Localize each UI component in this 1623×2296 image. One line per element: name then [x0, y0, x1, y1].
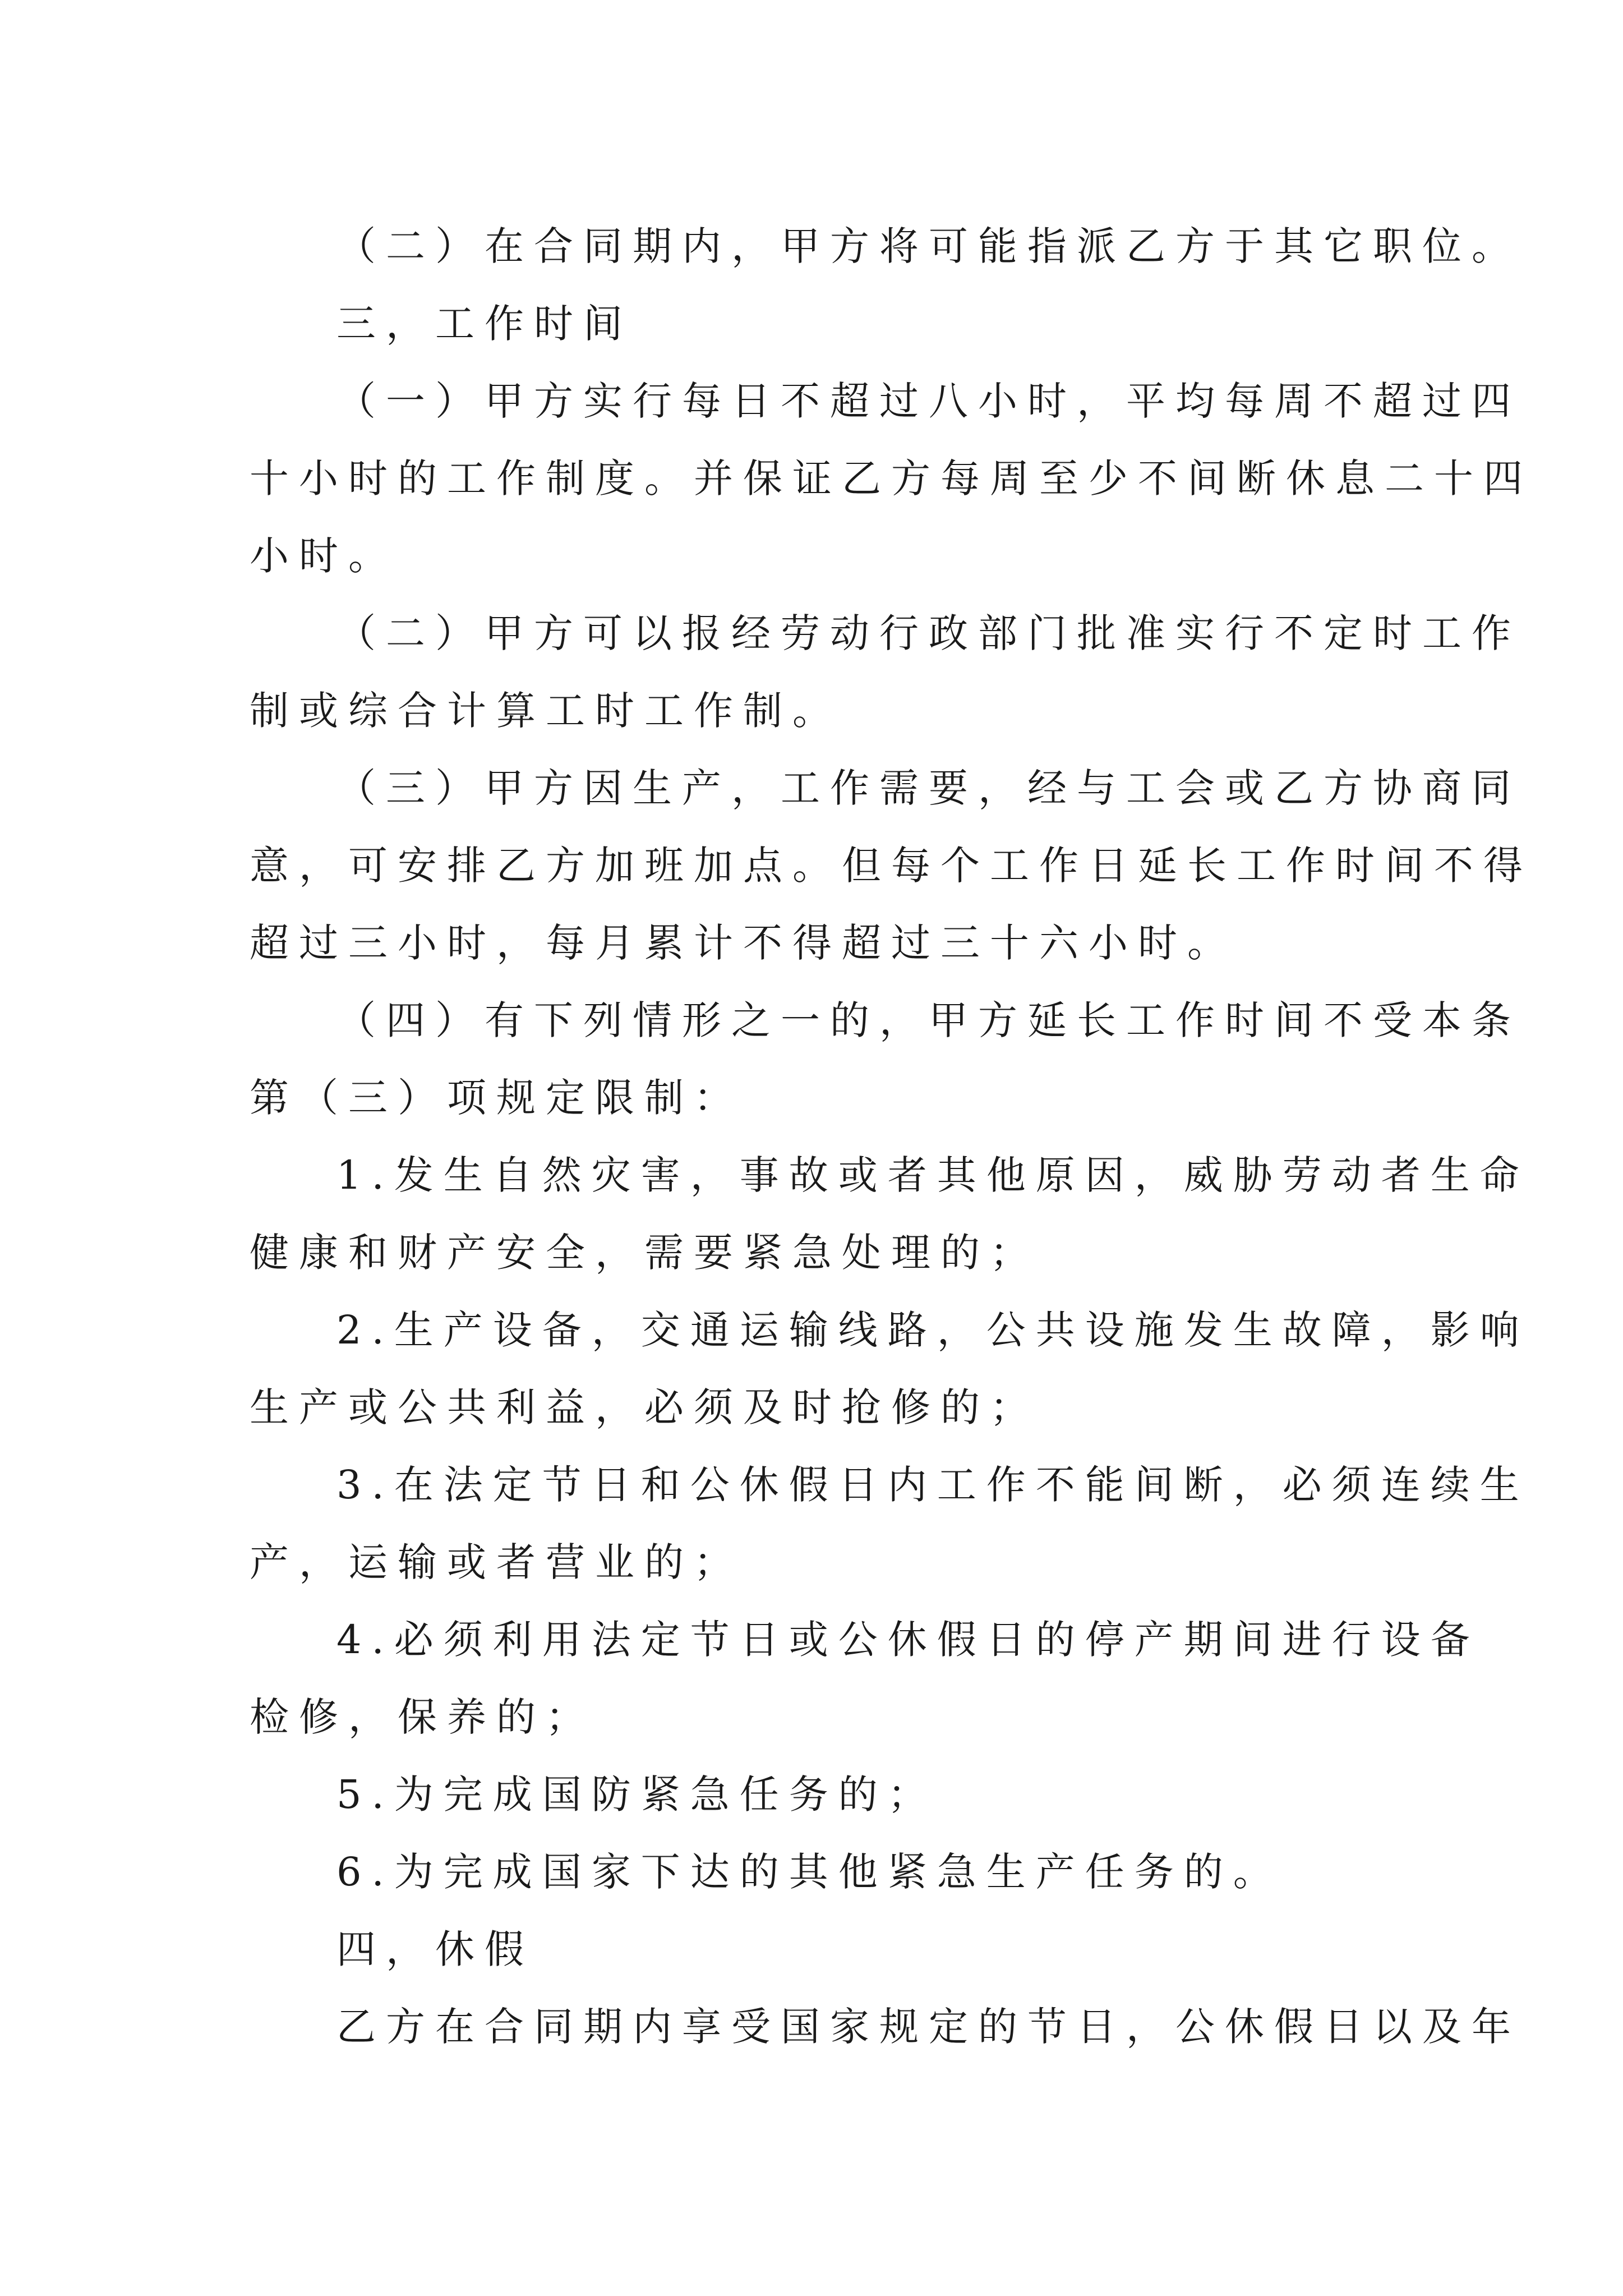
list-item-line: 1.发生自然灾害，事故或者其他原因，威胁劳动者生命 — [336, 1152, 1529, 1198]
list-item-line: 检修，保养的； — [250, 1694, 595, 1740]
paragraph-line: （一）甲方实行每日不超过八小时，平均每周不超过四 — [336, 378, 1521, 424]
paragraph-line: （四）有下列情形之一的，甲方延长工作时间不受本条 — [336, 997, 1521, 1043]
paragraph-line: 小时。 — [250, 533, 398, 579]
list-item-line: 3.在法定节日和公休假日内工作不能间断，必须连续生 — [336, 1462, 1529, 1508]
paragraph-line: 乙方在合同期内享受国家规定的节日，公休假日以及年 — [336, 2004, 1521, 2050]
paragraph-line: 制或综合计算工时工作制。 — [250, 688, 842, 734]
list-item-line: 4.必须利用法定节日或公休假日的停产期间进行设备 — [336, 1617, 1480, 1663]
paragraph-line: （二）在合同期内，甲方将可能指派乙方于其它职位。 — [336, 223, 1521, 269]
section-heading: 四，休假 — [336, 1926, 534, 1972]
paragraph-line: （二）甲方可以报经劳动行政部门批准实行不定时工作 — [336, 610, 1521, 656]
list-item-line: 生产或公共利益，必须及时抢修的； — [250, 1384, 1039, 1430]
list-item-line: 健康和财产安全，需要紧急处理的； — [250, 1230, 1039, 1276]
list-item-line: 6.为完成国家下达的其他紧急生产任务的。 — [336, 1849, 1283, 1895]
section-heading: 三，工作时间 — [336, 301, 633, 347]
list-item-line: 2.生产设备，交通运输线路，公共设施发生故障，影响 — [336, 1307, 1529, 1353]
paragraph-line: （三）甲方因生产，工作需要，经与工会或乙方协商同 — [336, 765, 1521, 811]
list-item-line: 产，运输或者营业的； — [250, 1539, 743, 1585]
paragraph-line: 意，可安排乙方加班加点。但每个工作日延长工作时间不得 — [250, 843, 1533, 889]
list-item-line: 5.为完成国防紧急任务的； — [336, 1772, 937, 1818]
paragraph-line: 第（三）项规定限制： — [250, 1075, 743, 1121]
paragraph-line: 超过三小时，每月累计不得超过三十六小时。 — [250, 920, 1237, 966]
paragraph-line: 十小时的工作制度。并保证乙方每周至少不间断休息二十四 — [250, 455, 1533, 501]
